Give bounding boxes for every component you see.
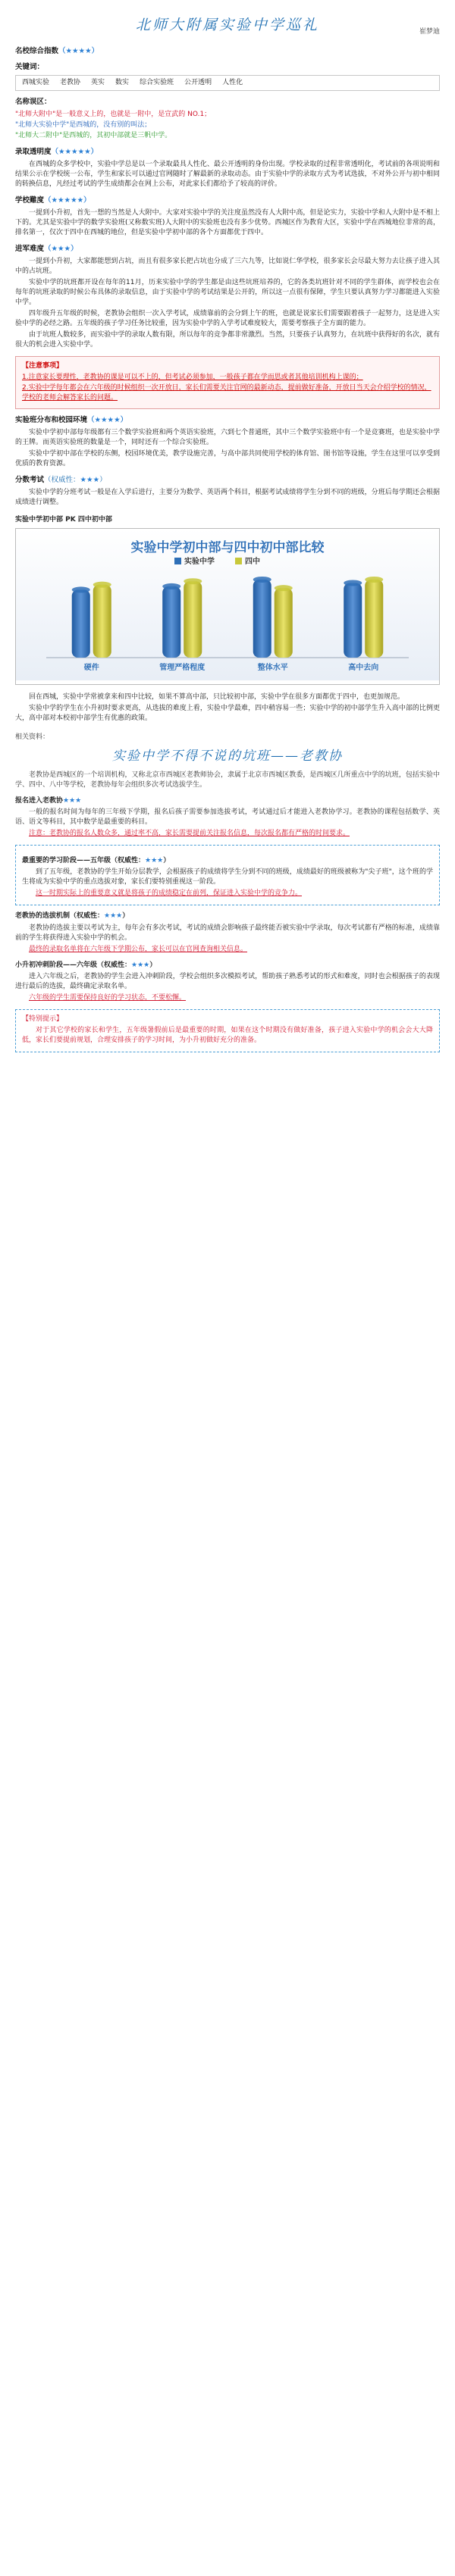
chart-bar-top xyxy=(344,580,362,586)
keyword-item: 综合实验班 xyxy=(140,79,174,87)
process-box: 最重要的学习阶段——五年级（权威性：★★★） 到了五年级，老教协的学生开始分层教学，会根据孩子的成绩将学生分到不同的班级，成绩最好的班级被称为"尖子班"，这个班的学生将成为实验中学的重点选拔对象，家长们要特别重视这一阶段。 这一时期实际上的重要意义就是将孩子的成绩稳定在前列，保证进入实验中学的竞争力。 xyxy=(15,845,440,905)
joining-red: 注意：老教协的报名人数众多，通过率不高，家长需要提前关注报名信息，每次报名都有严格的时间要求。 xyxy=(29,830,350,838)
sixth-label: 小升初冲刺阶段——六年级 xyxy=(15,961,98,969)
keyword-item: 数实 xyxy=(115,79,130,87)
process-text: 到了五年级，老教协的学生开始分层教学，会根据孩子的成绩将学生分到不同的班级，成绩最好的班级被称为"尖子班"，这个班的学生将成为实验中学的重点选拔对象，家长们要特别重视这一阶段。 xyxy=(22,868,433,886)
joining-label: 报名进入老教协 xyxy=(15,797,64,805)
notes-label: 【注意事项】 xyxy=(22,362,64,370)
legend-swatch xyxy=(235,558,242,564)
chart-bar xyxy=(184,581,202,658)
notes-box xyxy=(15,356,440,409)
keyword-item: 英实 xyxy=(91,79,105,87)
chart-bar xyxy=(365,580,383,658)
keywords-list xyxy=(15,75,440,91)
joining-section: 报名进入老教协★★★ 一般的报名时间为每年的三年级下学期，报名后孩子需要参加选拔考试，考试通过后才能进入老教协学习。老教协的课程包括数学、英语、语文等科目，其中数学是最重要的科目。 注意：老教协的报名人数众多，通过率不高，家长需要提前关注报名信息，每次报名都有严格的时间要求。 xyxy=(15,796,440,839)
chart-x-label: 硬件 xyxy=(83,664,99,673)
sixth-red: 六年级的学生需要保持良好的学习状态，不要松懈。 xyxy=(29,993,187,1002)
difficulty-stars: （★★★） xyxy=(44,244,78,253)
selection-label: 老教协的选拔机制 xyxy=(15,912,71,921)
related-section xyxy=(15,733,440,790)
competition-section xyxy=(15,195,440,238)
ranking-section xyxy=(15,46,440,92)
chart-bar xyxy=(344,583,362,658)
competition-stars: （★★★★★） xyxy=(44,195,91,205)
tracks-section: 分数考试（权威性：★★★） 实验中学的分班考试一般是在入学后进行，主要分为数学、英语两个科目，根据考试成绩将学生分到不同的班级，分班后每学期还会根据成绩进行调整。 xyxy=(15,475,440,508)
selection-section: 老教协的选拔机制（权威性：★★★） 老教协的选拔主要以考试为主，每年会有多次考试，考试的成绩会影响孩子最终能否被实验中学录取，每次考试都有严格的标准，成绩靠前的学生将获得进入实验中学的机会。 最终的录取名单将在六年级下学期公布，家长可以在官网查询相关信息。 xyxy=(15,911,440,954)
chart-bar-top xyxy=(72,587,90,593)
comparison-chart xyxy=(15,528,440,685)
chart-title: 实验中学初中部与四中初中部比较 xyxy=(130,540,325,556)
selection-red: 最终的录取名单将在六年级下学期公布，家长可以在官网查询相关信息。 xyxy=(29,945,248,953)
page-title: 北师大附属实验中学巡礼 xyxy=(135,17,319,33)
difficulty-section xyxy=(15,244,440,350)
tracks-label: 分数考试 xyxy=(15,476,45,485)
compare-para: 实验中学的学生在小升初时要求更高，从选拔的难度上看，实验中学最难，四中稍容易一些；实验中学的初中部学生升入高中部的比例更大，高中部对本校初中部学生有优惠的政策。 xyxy=(15,705,440,723)
chart-section-label: 实验中学初中部 PK 四中初中部 xyxy=(15,516,112,524)
chart-bar-top xyxy=(253,577,271,583)
special-text: 对于其它学校的家长和学生，五年级暑假前后是最重要的时期，如果在这个时期没有做好准备，孩子进入实验中学的机会会大大降低，家长们要提前规划，合理安排孩子的学习时间，为小升初做好充分的准备。 xyxy=(22,1026,433,1044)
name-line: "北师大实验中学"是西城的，没有别的叫法； xyxy=(15,120,152,129)
names-section xyxy=(15,97,440,141)
difficulty-para: 一提到小升初，大家都能想到占坑，而且有很多家长把占坑也分成了三六九等，比如说仁华学校，很多家长会尽最大努力去让孩子进入其中的占坑班。 xyxy=(15,257,440,275)
ranking-label: 名校综合指数 xyxy=(15,46,59,55)
keyword-item: 西城实验 xyxy=(22,79,50,87)
keyword-item: 人性化 xyxy=(222,79,243,87)
difficulty-para: 由于坑班人数较多，而实验中学的录取人数有限，所以每年的竞争都非常激烈。当然，只要孩子认真努力，在坑班中获得好的名次，就有很大的机会进入实验中学。 xyxy=(15,330,440,349)
class-info-label: 实验班分布和校园环境 xyxy=(15,416,88,425)
selection-text: 老教协的选拔主要以考试为主，每年会有多次考试，考试的成绩会影响孩子最终能否被实验中学录取，每次考试都有严格的标准，成绩靠前的学生将获得进入实验中学的机会。 xyxy=(15,924,440,942)
keyword-item: 老教协 xyxy=(60,79,81,87)
related-title: 实验中学不得不说的坑班——老教协 xyxy=(112,749,343,764)
chart-x-label: 管理严格程度 xyxy=(159,664,206,673)
keyword-item: 公开透明 xyxy=(184,79,212,87)
transparency-stars: （★★★★★） xyxy=(51,148,99,157)
ranking-stars: （★★★★） xyxy=(58,46,99,55)
transparency-section xyxy=(15,147,440,189)
chart-bar xyxy=(162,586,180,658)
class-info-para: 实验中学初中部在学校的东侧，校园环境优美，教学设施完善，与高中部共同使用学校的体育馆、图书馆等设施，学生在这里可以享受到优质的教育资源。 xyxy=(15,450,440,468)
difficulty-para: 实验中学的坑班都开设在每年的11月，历来实验中学的学生都是由这些坑班培养的，它的各类坑班针对不同的学生群体，而学校也会在每年的坑班录取的时候公布具体的录取信息，由于实验中学的考试结果是公开的，所以这一点很有保障，学生只要认真努力学习都能进入实验中学。 xyxy=(15,278,440,306)
author-name: 崔梦迪 xyxy=(419,27,440,36)
chart-bar-top xyxy=(365,577,383,583)
class-info-section xyxy=(15,415,440,469)
chart-bar xyxy=(275,588,293,658)
chart-x-label: 整体水平 xyxy=(257,664,288,673)
difficulty-para: 四年级升五年级的时候，老教协会组织一次入学考试，成绩靠前的会分到上午的班，也就是说家长们需要跟着孩子一起努力，这是进入实验中学的必经之路。五年级的孩子学习任务比较重，因为实验中学的入学考试难度较大，需要考察孩子全方面的能力。 xyxy=(15,309,440,327)
chart-bar xyxy=(93,585,111,658)
note-item: 1.注意家长要理性，老教协的课是可以不上的，但考试必须参加，一般孩子都在学而思或者其他培训机构上课的； xyxy=(22,374,363,382)
compare-para: 回在西城，实验中学常被拿来和四中比较，如果不算高中部，只比较初中部，实验中学在很多方面都优于四中，也更加规范。 xyxy=(29,693,405,702)
transparency-text: 在西城的众多学校中，实验中学总是以一个录取最具人性化、最公开透明的身份出现。学校录取的过程非常透明化，考试前的各项说明和结果公示在学校统一公布，学生和家长可以通过官网随时了解最新的录取动态。由于实验中学的录取方式为考试选拔，不对外公开与初中相同的转换信息，凡经过考试的学生成绩都会在网上公布，对此家长们都给予了较高的评价。 xyxy=(15,160,440,188)
class-info-stars: （★★★★） xyxy=(87,416,128,425)
process-red: 这一时期实际上的重要意义就是将孩子的成绩稳定在前列，保证进入实验中学的竞争力。 xyxy=(36,889,303,898)
note-item: 2.实验中学每年都会在六年级的时候组织一次开放日，家长们需要关注官网的最新动态，提前做好准备，开放日当天会介绍学校的情况，学校的老师会解答家长的问题。 xyxy=(22,384,431,402)
tracks-text: 实验中学的分班考试一般是在入学后进行，主要分为数学、英语两个科目，根据考试成绩将学生分到不同的班级，分班后每学期还会根据成绩进行调整。 xyxy=(15,488,440,507)
difficulty-label: 进军难度 xyxy=(15,244,45,253)
keywords-label: 关键词： xyxy=(15,63,45,72)
special-label: 【特别提示】 xyxy=(22,1014,64,1023)
competition-label: 学校難度 xyxy=(15,195,45,205)
class-info-para: 实验中学初中部每年级都有三个数学实验班和两个英语实验班，六到七个普通班，其中三个数学实验班中有一个是竞赛班，也是实验中学的王牌。而英语实验班的数量是一个，同时还有一个综合实验班。 xyxy=(15,429,440,447)
chart-bar-top xyxy=(275,585,293,591)
process-label: 最重要的学习阶段——五年级 xyxy=(22,857,111,865)
related-label: 相关资料： xyxy=(15,733,50,742)
related-intro: 老教协是西城区的一个培训机构，又称北京市西城区老教师协会，隶属于北京市西城区教委，是西城区几所重点中学的坑班，包括实验中学、四中、八中等学校，老教协每年会组织多次考试选拔学生。 xyxy=(15,771,440,789)
comparison-chart-svg xyxy=(16,529,439,680)
chart-bar-top xyxy=(93,582,111,588)
sixth-text: 进入六年级之后，老教协的学生会进入冲刺阶段，学校会组织多次模拟考试，帮助孩子熟悉考试的形式和难度，同时也会根据孩子的表现进行最后的选拔，最终确定录取名单。 xyxy=(15,972,440,990)
name-line: "北师大附中"是一般意义上的，也就是一附中，是宣武的 NO.1； xyxy=(15,110,212,118)
chart-bar xyxy=(72,590,90,658)
chart-bar-top xyxy=(162,583,180,589)
joining-text: 一般的报名时间为每年的三年级下学期，报名后孩子需要参加选拔考试，考试通过后才能进入老教协学习。老教协的课程包括数学、英语、语文等科目，其中数学是最重要的科目。 xyxy=(15,808,440,827)
legend-label: 实验中学 xyxy=(184,558,215,567)
sixth-section: 小升初冲刺阶段——六年级（权威性：★★★） 进入六年级之后，老教协的学生会进入冲刺阶段，学校会组织多次模拟考试，帮助孩子熟悉考试的形式和难度，同时也会根据孩子的表现进行最后的选拔，最终确定录取名单。 六年级的学生需要保持良好的学习状态，不要松懈。 xyxy=(15,961,440,1003)
names-label: 名称误区： xyxy=(15,98,52,107)
name-line: "北师大二附中"是西城的，其初中部就是三帆中学。 xyxy=(15,132,172,140)
legend-swatch xyxy=(174,558,181,564)
transparency-label: 录取透明度 xyxy=(15,148,52,157)
chart-bar xyxy=(253,580,271,658)
special-box xyxy=(15,1009,440,1052)
chart-x-label: 高中去向 xyxy=(348,664,379,673)
competition-text: 一提到小升初，首先一想的当然是人大附中。大家对实验中学的关注度虽然没有人大附中高，但是论实力，实验中学和人大附中是不相上下的。尤其是实验中学的数学实验班(又称数实班)人大附中的实验班也没有多少优势。西城区作为教育大区，实验中学在西城地位非常的高，排名第一，仅次于四中在西城的地位，但是实验中学初中部的各个方面都优于四中。 xyxy=(15,208,440,236)
legend-label: 四中 xyxy=(245,558,260,567)
chart-bar-top xyxy=(184,578,202,584)
compare-section xyxy=(15,692,440,724)
